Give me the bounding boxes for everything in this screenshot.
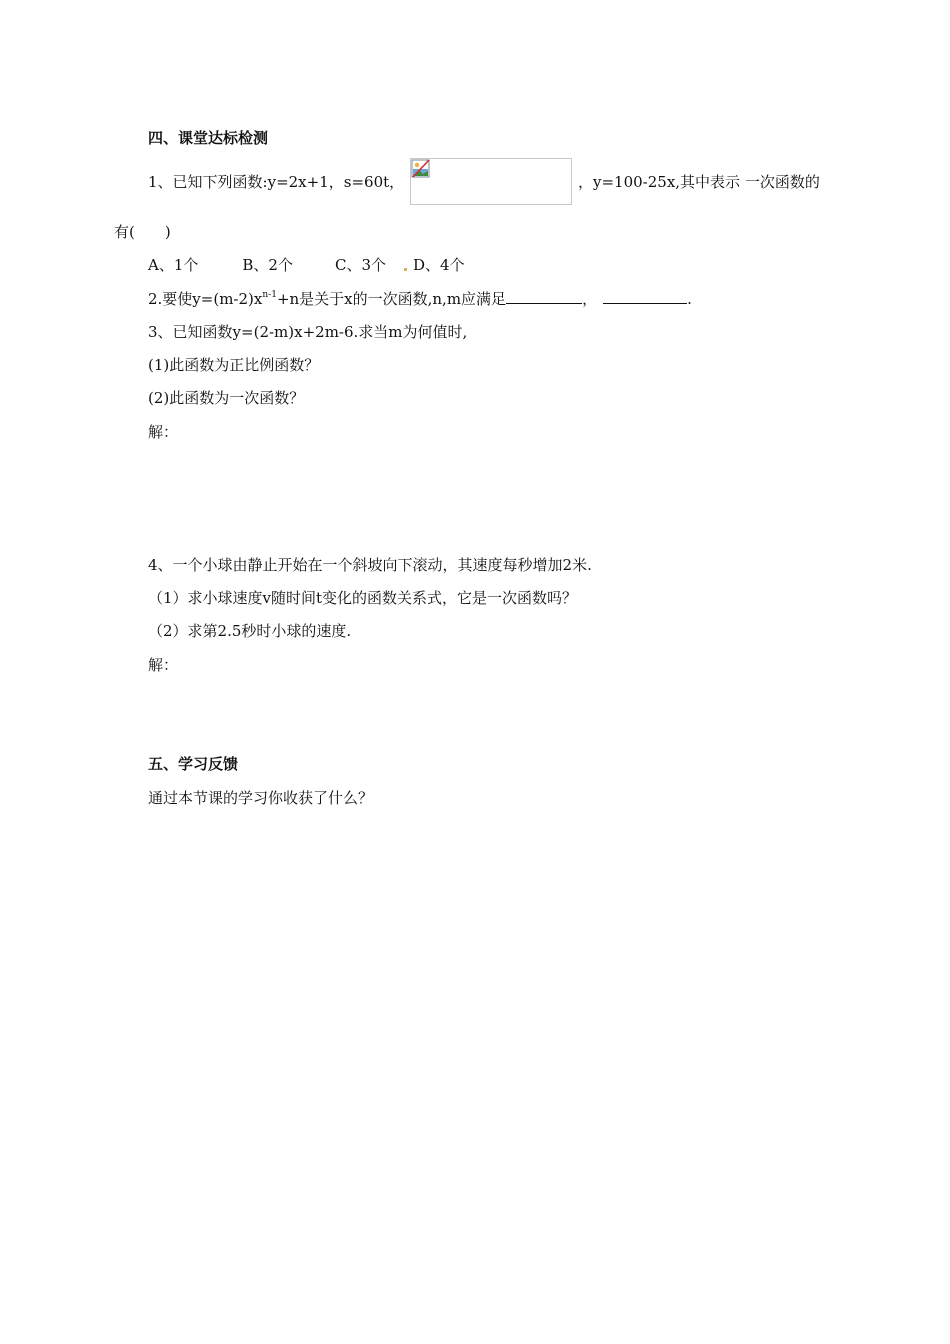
q3-sub2: (2)此函数为一次函数？ xyxy=(148,389,305,407)
section5-title: 五、学习反馈 xyxy=(148,755,239,773)
q2-text-a: 2.要使y=(m-2)x xyxy=(148,290,263,308)
q2-text-b: +n是关于x的一次函数,n,m应满足 xyxy=(276,290,507,308)
section5-prompt: 通过本节课的学习你收获了什么？ xyxy=(148,789,374,807)
broken-image-placeholder xyxy=(410,158,572,205)
q3-answer: 解： xyxy=(148,423,179,441)
q2-exponent: n-1 xyxy=(262,290,277,300)
q4-answer: 解： xyxy=(148,656,179,674)
q3-sub1: (1)此函数为正比例函数？ xyxy=(148,356,320,374)
q4-text: 4、一个小球由静止开始在一个斜坡向下滚动，其速度每秒增加2米. xyxy=(148,556,592,574)
q2-period: . xyxy=(687,290,692,308)
q2-line xyxy=(148,289,692,309)
q4-sub1: （1）求小球速度v随时间t变化的函数关系式，它是一次函数吗？ xyxy=(148,589,578,607)
q2-blank-1[interactable] xyxy=(506,289,582,304)
q3-text: 3、已知函数y=(2-m)x+2m-6.求当m为何值时, xyxy=(148,323,468,341)
q2-comma: ， xyxy=(582,290,598,308)
q1-text-wrap: 有( ) xyxy=(114,223,171,241)
option-d: D、4个 xyxy=(413,256,465,274)
option-c: C、3个 xyxy=(334,256,386,274)
section4-title: 四、课堂达标检测 xyxy=(148,129,269,147)
q1-options xyxy=(148,255,465,275)
option-a: A、1个 xyxy=(148,256,199,274)
q1-text-after: ，y=100-25x,其中表示 一次函数的 xyxy=(578,173,820,191)
broken-image-icon xyxy=(411,159,431,179)
q4-sub2: （2）求第2.5秒时小球的速度. xyxy=(148,622,352,640)
option-b: B、2个 xyxy=(242,256,293,274)
q2-blank-2[interactable] xyxy=(603,289,687,304)
q1-text-before: 1、已知下列函数:y=2x+1，s=60t， xyxy=(148,173,405,191)
stray-dot xyxy=(404,268,407,271)
